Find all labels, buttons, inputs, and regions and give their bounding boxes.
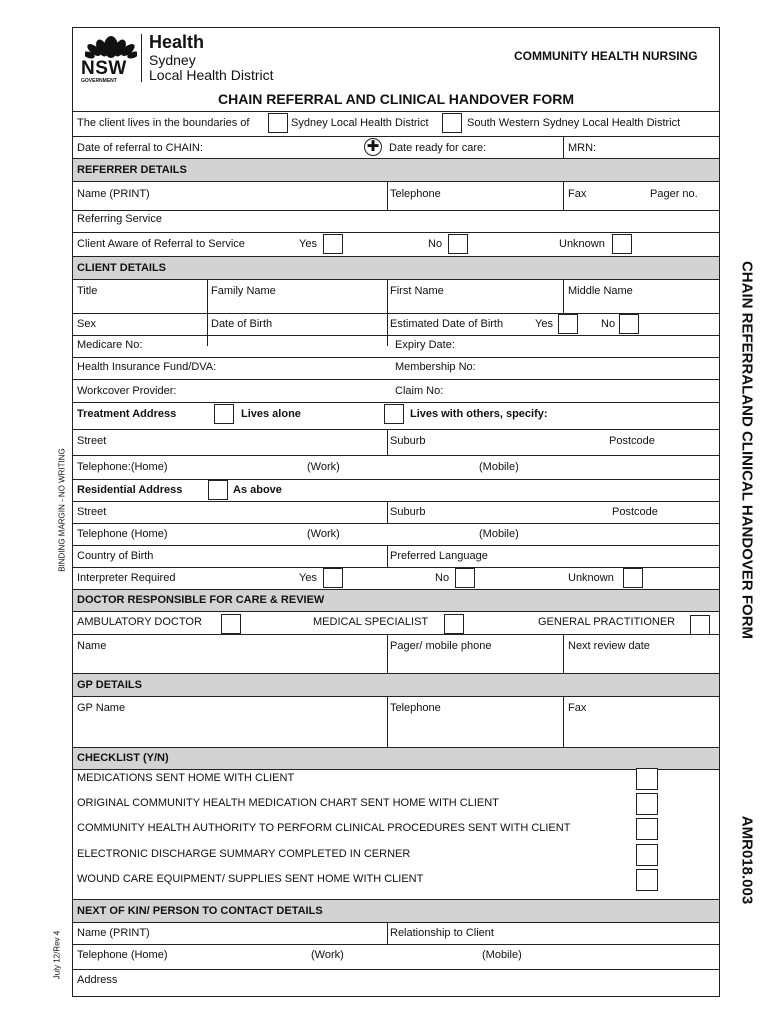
checklist-item: ELECTRONIC DISCHARGE SUMMARY COMPLETED IN CERNER (77, 848, 411, 860)
logo-district-text: Local Health District (149, 67, 274, 83)
checklist-item: MEDICATIONS SENT HOME WITH CLIENT (77, 772, 295, 784)
logo-divider (141, 34, 142, 82)
referrer-fax-label: Fax (568, 188, 587, 200)
treatment-address-label: Treatment Address (77, 408, 177, 420)
aware-unknown-checkbox[interactable] (612, 234, 632, 254)
first-name-label: First Name (390, 285, 444, 297)
lives-with-checkbox[interactable] (384, 404, 404, 424)
residential-tel-home-label: Telephone (Home) (77, 528, 168, 540)
sydney-lhd-checkbox[interactable] (268, 113, 288, 133)
interpreter-yes-label: Yes (299, 572, 317, 584)
ambulatory-doctor-label: AMBULATORY DOCTOR (77, 616, 202, 628)
revision-note: July 12/Rev 4 (52, 930, 62, 980)
date-referral-label: Date of referral to CHAIN: (77, 142, 203, 154)
checklist-checkbox[interactable] (636, 818, 658, 840)
doctor-name-label: Name (77, 640, 107, 652)
claim-label: Claim No: (395, 385, 444, 397)
interpreter-no-label: No (435, 572, 450, 584)
treatment-suburb-label: Suburb (390, 435, 426, 447)
lives-alone-label: Lives alone (241, 408, 301, 420)
referrer-pager-label: Pager no. (650, 188, 698, 200)
interpreter-no-checkbox[interactable] (455, 568, 475, 588)
doctor-heading: DOCTOR RESPONSIBLE FOR CARE & REVIEW (73, 589, 719, 612)
treatment-tel-mobile-label: (Mobile) (479, 461, 519, 473)
referrer-telephone-label: Telephone (390, 188, 441, 200)
logo-government-text: GOVERNMENT (81, 78, 117, 84)
treatment-tel-work-label: (Work) (307, 461, 340, 473)
as-above-label: As above (233, 484, 282, 496)
aware-unknown-label: Unknown (559, 238, 605, 250)
family-name-label: Family Name (211, 285, 276, 297)
general-practitioner-checkbox[interactable] (690, 615, 710, 635)
kin-heading: NEXT OF KIN/ PERSON TO CONTACT DETAILS (73, 899, 719, 923)
swslhd-label: South Western Sydney Local Health District (467, 117, 681, 129)
swslhd-checkbox[interactable] (442, 113, 462, 133)
medical-specialist-label: MEDICAL SPECIALIST (313, 616, 429, 628)
logo-nsw-text: NSW (81, 58, 127, 79)
plus-icon: ✚ (364, 138, 382, 156)
interpreter-unknown-label: Unknown (568, 572, 614, 584)
residential-tel-mobile-label: (Mobile) (479, 528, 519, 540)
date-ready-label: Date ready for care: (389, 142, 487, 154)
kin-relationship-label: Relationship to Client (390, 927, 494, 939)
gp-fax-label: Fax (568, 702, 587, 714)
logo-sydney-text: Sydney (149, 52, 196, 68)
residential-tel-work-label: (Work) (307, 528, 340, 540)
lives-alone-checkbox[interactable] (214, 404, 234, 424)
boundaries-label: The client lives in the boundaries of (77, 117, 250, 129)
checklist-item: COMMUNITY HEALTH AUTHORITY TO PERFORM CLINICAL PROCEDURES SENT WITH CLIENT (77, 822, 571, 834)
language-label: Preferred Language (390, 550, 488, 562)
ambulatory-doctor-checkbox[interactable] (221, 614, 241, 634)
kin-tel-mobile-label: (Mobile) (482, 949, 522, 961)
client-heading: CLIENT DETAILS (73, 256, 719, 280)
aware-yes-checkbox[interactable] (323, 234, 343, 254)
lives-with-label: Lives with others, specify: (410, 408, 548, 420)
sex-label: Sex (77, 318, 96, 330)
doctor-pager-label: Pager/ mobile phone (390, 640, 492, 652)
waratah-icon (85, 31, 137, 59)
est-dob-no-checkbox[interactable] (619, 314, 639, 334)
program-name: COMMUNITY HEALTH NURSING (514, 49, 698, 63)
treatment-tel-home-label: Telephone:(Home) (77, 461, 168, 473)
binding-margin-note: BINDING MARGIN - NO WRITING (57, 448, 67, 572)
referrer-heading: REFERRER DETAILS (73, 158, 719, 182)
kin-tel-home-label: Telephone (Home) (77, 949, 168, 961)
interpreter-unknown-checkbox[interactable] (623, 568, 643, 588)
checklist-checkbox[interactable] (636, 793, 658, 815)
form-code: AMR018.003 (738, 815, 756, 905)
middle-name-label: Middle Name (568, 285, 633, 297)
client-aware-label: Client Aware of Referral to Service (77, 238, 245, 250)
aware-yes-label: Yes (299, 238, 317, 250)
est-dob-no-label: No (601, 318, 616, 330)
mrn-label: MRN: (568, 142, 597, 154)
residential-postcode-label: Postcode (612, 506, 658, 518)
aware-no-label: No (428, 238, 443, 250)
kin-address-label: Address (77, 974, 118, 986)
dob-label: Date of Birth (211, 318, 273, 330)
as-above-checkbox[interactable] (208, 480, 228, 500)
checklist-checkbox[interactable] (636, 768, 658, 790)
membership-label: Membership No: (395, 361, 476, 373)
checklist-heading: CHECKLIST (Y/N) (73, 747, 719, 770)
nsw-logo (79, 31, 145, 83)
medical-specialist-checkbox[interactable] (444, 614, 464, 634)
referral-form (72, 27, 720, 997)
expiry-label: Expiry Date: (395, 339, 455, 351)
interpreter-yes-checkbox[interactable] (323, 568, 343, 588)
est-dob-yes-checkbox[interactable] (558, 314, 578, 334)
checklist-item: ORIGINAL COMMUNITY HEALTH MEDICATION CHART SENT HOME WITH CLIENT (77, 797, 499, 809)
checklist-item: WOUND CARE EQUIPMENT/ SUPPLIES SENT HOME WITH CLIENT (77, 873, 424, 885)
treatment-street-label: Street (77, 435, 107, 447)
country-label: Country of Birth (77, 550, 154, 562)
interpreter-label: Interpreter Required (77, 572, 176, 584)
side-form-title: CHAIN REFERRALAND CLINICAL HANDOVER FORM (738, 260, 756, 640)
aware-no-checkbox[interactable] (448, 234, 468, 254)
residential-street-label: Street (77, 506, 107, 518)
general-practitioner-label: GENERAL PRACTITIONER (538, 616, 676, 628)
workcover-label: Workcover Provider: (77, 385, 177, 397)
est-dob-yes-label: Yes (535, 318, 553, 330)
referrer-name-label: Name (PRINT) (77, 188, 150, 200)
title-label: Title (77, 285, 98, 297)
gp-heading: GP DETAILS (73, 673, 719, 697)
residential-address-label: Residential Address (77, 484, 183, 496)
kin-name-label: Name (PRINT) (77, 927, 150, 939)
gp-telephone-label: Telephone (390, 702, 441, 714)
medicare-label: Medicare No: (77, 339, 143, 351)
est-dob-label: Estimated Date of Birth (390, 318, 504, 330)
checklist-checkbox[interactable] (636, 869, 658, 891)
next-review-label: Next review date (568, 640, 650, 652)
gp-name-label: GP Name (77, 702, 126, 714)
insurance-label: Health Insurance Fund/DVA: (77, 361, 217, 373)
checklist-checkbox[interactable] (636, 844, 658, 866)
logo-health-text: Health (149, 32, 205, 52)
referring-service-label: Referring Service (77, 213, 162, 225)
treatment-postcode-label: Postcode (609, 435, 655, 447)
residential-suburb-label: Suburb (390, 506, 426, 518)
sydney-lhd-label: Sydney Local Health District (291, 117, 429, 129)
kin-tel-work-label: (Work) (311, 949, 344, 961)
form-title: CHAIN REFERRAL AND CLINICAL HANDOVER FORM (218, 91, 574, 107)
